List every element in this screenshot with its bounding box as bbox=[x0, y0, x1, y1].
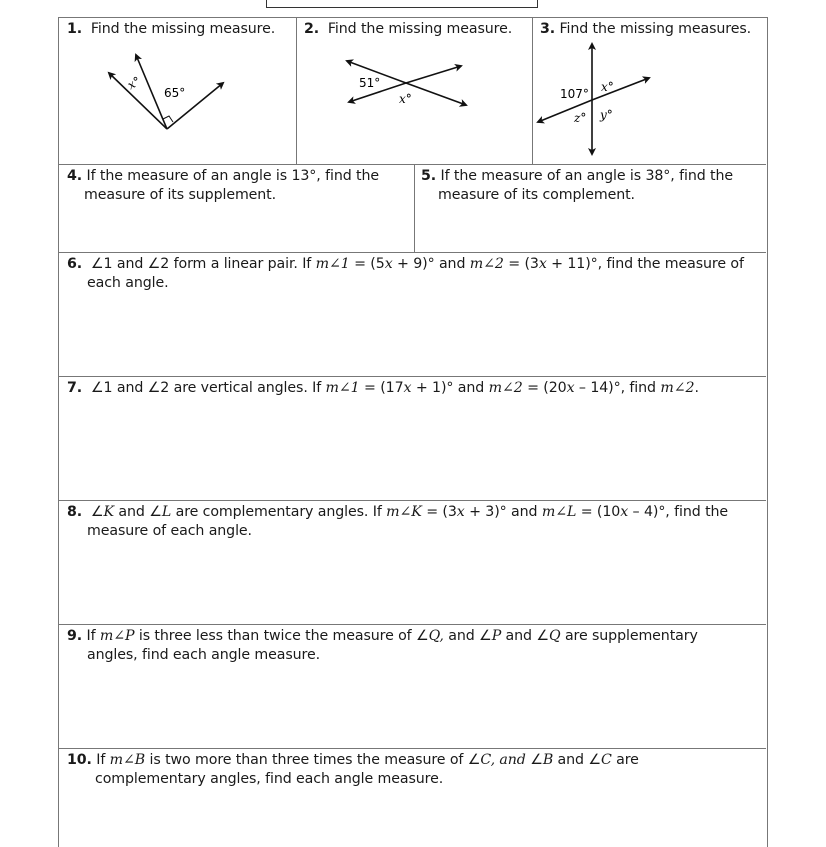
problem-10 bbox=[67, 751, 639, 789]
problem-text: measure of its complement. bbox=[438, 187, 635, 203]
figure-3-intersecting-lines bbox=[534, 40, 664, 160]
problem-text: are complementary angles. If bbox=[171, 504, 387, 520]
figure-3-label-z: z° bbox=[574, 111, 587, 125]
problem-text: – 4)°, find the bbox=[628, 504, 729, 520]
math: x bbox=[384, 256, 393, 272]
math: m∠K bbox=[386, 504, 422, 520]
figure-2-label-51: 51° bbox=[359, 76, 381, 90]
problem-text: ∠1 and ∠2 are vertical angles. If bbox=[90, 380, 326, 396]
math: m∠2 bbox=[488, 380, 523, 396]
math: x bbox=[538, 256, 547, 272]
problem-number: 8. bbox=[67, 504, 83, 520]
problem-1 bbox=[67, 20, 275, 39]
problem-3 bbox=[540, 20, 751, 39]
math: m∠B bbox=[109, 752, 146, 768]
math: K bbox=[103, 504, 115, 520]
math: m∠L bbox=[541, 504, 577, 520]
problem-text: + 11)°, find the measure of bbox=[546, 256, 744, 272]
worksheet-title-box bbox=[266, 0, 538, 8]
math: m∠P bbox=[99, 628, 135, 644]
problem-number: 9. bbox=[67, 628, 83, 644]
problem-text: and ∠ bbox=[553, 752, 601, 768]
figure-1-label-x: x° bbox=[125, 73, 144, 93]
math: m∠1 bbox=[325, 380, 360, 396]
problem-text: = (3 bbox=[503, 256, 539, 272]
math: m∠1 bbox=[315, 256, 350, 272]
problem-number: 4. bbox=[67, 168, 83, 184]
figure-2-intersecting-lines bbox=[339, 56, 479, 116]
math: m∠2 bbox=[660, 380, 695, 396]
problem-text: If the measure of an angle is 38°, find the bbox=[440, 168, 734, 184]
problem-text: + 3)° and bbox=[464, 504, 542, 520]
math: C bbox=[600, 752, 612, 768]
problem-text: measure of each angle. bbox=[87, 523, 252, 539]
divider bbox=[414, 165, 415, 253]
math: L bbox=[161, 504, 172, 520]
problem-5 bbox=[421, 167, 733, 205]
problem-text: are supplementary bbox=[560, 628, 698, 644]
problem-text: and ∠ bbox=[501, 628, 549, 644]
problem-number: 3. bbox=[540, 21, 556, 37]
problem-text: each angle. bbox=[87, 275, 169, 291]
problem-8 bbox=[67, 503, 728, 541]
problem-text: measure of its supplement. bbox=[84, 187, 277, 203]
math: x bbox=[620, 504, 629, 520]
math: P bbox=[491, 628, 502, 644]
math: B bbox=[542, 752, 554, 768]
problem-text: + 9)° and bbox=[392, 256, 470, 272]
problem-9 bbox=[67, 627, 698, 665]
figure-1-label-65: 65° bbox=[164, 86, 186, 100]
problem-text: If the measure of an angle is 13°, find the bbox=[86, 168, 380, 184]
problem-text: ∠ bbox=[525, 752, 543, 768]
problem-text: = (20 bbox=[522, 380, 567, 396]
worksheet-grid bbox=[58, 17, 768, 847]
problem-6 bbox=[67, 255, 744, 293]
problem-text: . bbox=[694, 380, 699, 396]
problem-text: = (3 bbox=[421, 504, 457, 520]
math: x bbox=[566, 380, 575, 396]
math: x bbox=[403, 380, 412, 396]
problem-text: Find the missing measures. bbox=[559, 21, 752, 37]
problem-text: are bbox=[611, 752, 639, 768]
problem-text: = (17 bbox=[359, 380, 404, 396]
problem-text: + 1)° and bbox=[411, 380, 489, 396]
problem-text: ∠1 and ∠2 form a linear pair. If bbox=[90, 256, 316, 272]
figure-3-label-107: 107° bbox=[560, 87, 589, 101]
problem-text: angles, find each angle measure. bbox=[87, 647, 320, 663]
problem-number: 6. bbox=[67, 256, 83, 272]
figure-3-label-y: y° bbox=[600, 108, 613, 122]
problem-number: 7. bbox=[67, 380, 83, 396]
figure-2-label-x: x° bbox=[399, 92, 412, 106]
problem-text: complementary angles, find each angle measure. bbox=[95, 771, 444, 787]
problem-2 bbox=[304, 20, 512, 39]
problem-7 bbox=[67, 379, 699, 398]
problem-number: 2. bbox=[304, 21, 320, 37]
problem-number: 5. bbox=[421, 168, 437, 184]
problem-text: If bbox=[96, 752, 110, 768]
problem-number: 10. bbox=[67, 752, 92, 768]
problem-text: If bbox=[86, 628, 100, 644]
problem-text: is three less than twice the measure of ∠ bbox=[134, 628, 429, 644]
problem-text: ∠ bbox=[90, 504, 104, 520]
divider bbox=[532, 18, 533, 165]
problem-text: is two more than three times the measure of ∠ bbox=[145, 752, 481, 768]
math: x bbox=[456, 504, 465, 520]
problem-text: = (5 bbox=[349, 256, 385, 272]
problem-4 bbox=[67, 167, 379, 205]
problem-text: Find the missing measure. bbox=[327, 21, 513, 37]
divider bbox=[296, 18, 297, 165]
problem-text: – 14)°, find bbox=[574, 380, 661, 396]
math: m∠2 bbox=[469, 256, 504, 272]
math: C, and bbox=[480, 752, 526, 768]
figure-3-label-x: x° bbox=[601, 80, 614, 94]
problem-text: Find the missing measure. bbox=[90, 21, 276, 37]
figure-1-angles bbox=[99, 46, 279, 136]
problem-text: and ∠ bbox=[443, 628, 492, 644]
problem-number: 1. bbox=[67, 21, 83, 37]
math: Q bbox=[548, 628, 561, 644]
problem-text: = (10 bbox=[576, 504, 621, 520]
problem-text: and ∠ bbox=[114, 504, 162, 520]
math: Q, bbox=[428, 628, 444, 644]
